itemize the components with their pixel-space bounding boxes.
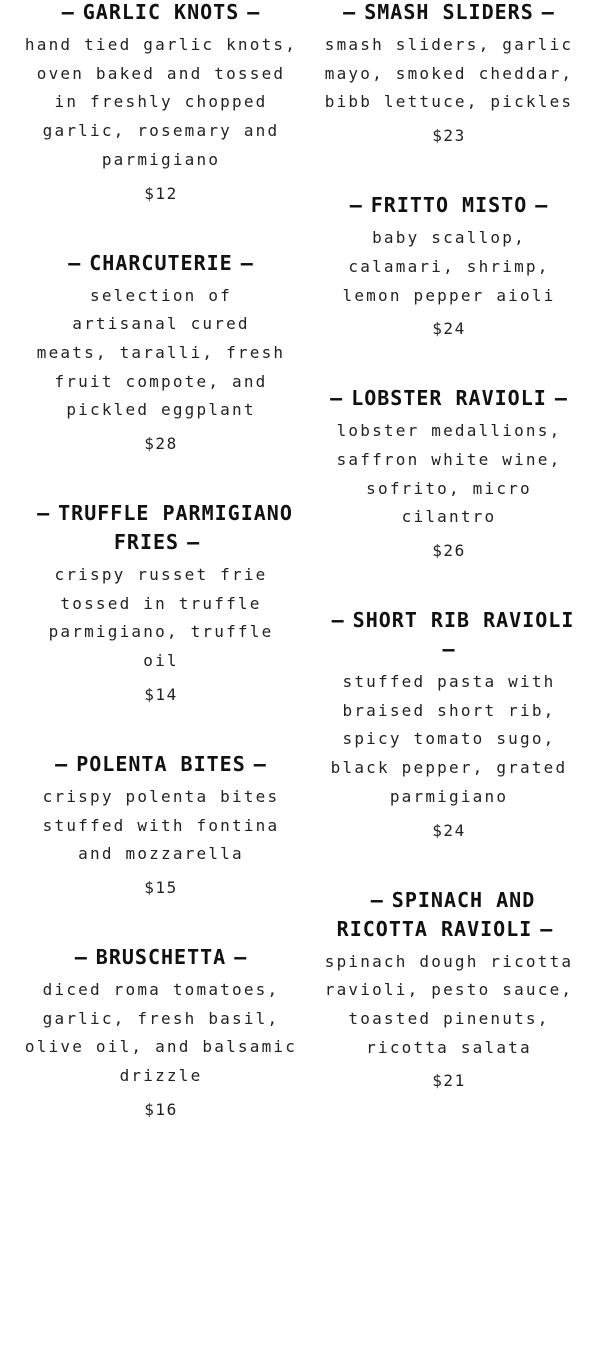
dash-left: —	[61, 0, 75, 24]
item-price: $24	[432, 319, 466, 339]
item-title	[17, 943, 305, 972]
item-price: $26	[432, 541, 466, 561]
dash-left: —	[370, 887, 384, 912]
menu-item-bruschetta	[17, 943, 305, 1121]
dash-right: —	[541, 0, 555, 24]
item-title-text: FRITTO MISTO	[370, 193, 528, 218]
item-description: selection of artisanal cured meats, taralli, fresh fruit compote, and pickled eggplant	[36, 285, 286, 420]
item-title	[17, 750, 305, 779]
dash-right: —	[535, 193, 549, 218]
item-price: $23	[432, 126, 466, 146]
dash-left: —	[74, 944, 88, 969]
dash-left: —	[331, 608, 345, 633]
dash-right: —	[187, 530, 201, 555]
item-price: $24	[432, 820, 466, 840]
item-title	[305, 606, 593, 664]
dash-left: —	[68, 250, 82, 275]
item-title	[305, 191, 593, 220]
item-description: crispy polenta bites stuffed with fontina and mozzarella	[42, 786, 280, 864]
menu-item-truffle-parmigiano-fries	[17, 499, 305, 706]
item-title-text: TRUFFLE PARMIGIANO FRIES	[58, 501, 293, 555]
menu-item-lobster-ravioli	[305, 384, 593, 562]
menu-column-right	[305, 0, 593, 1121]
dash-left: —	[349, 193, 363, 218]
item-price: $14	[144, 684, 178, 704]
dash-left: —	[55, 751, 69, 776]
menu-item-smash-sliders	[305, 0, 593, 147]
item-title-text: SHORT RIB RAVIOLI	[352, 608, 575, 633]
item-title-text: POLENTA BITES	[76, 751, 246, 776]
item-price: $12	[144, 183, 178, 203]
menu-column-left	[17, 0, 305, 1121]
item-price: $28	[144, 434, 178, 454]
item-title-text: GARLIC KNOTS	[82, 0, 240, 24]
menu-item-spinach-ricotta-ravioli	[305, 886, 593, 1093]
item-price: $21	[432, 1071, 466, 1091]
menu-item-polenta-bites	[17, 750, 305, 899]
item-title	[305, 0, 593, 27]
dash-left: —	[343, 0, 357, 24]
item-description: diced roma tomatoes, garlic, fresh basil, olive oil, and balsamic drizzle	[24, 979, 298, 1086]
item-title-text: SPINACH AND RICOTTA RAVIOLI	[336, 887, 536, 941]
item-title-text: SMASH SLIDERS	[364, 0, 534, 24]
dash-left: —	[330, 386, 344, 411]
item-description: smash sliders, garlic mayo, smoked cheddar, bibb lettuce, pickles	[324, 35, 574, 112]
dash-left: —	[37, 501, 51, 526]
menu-item-short-rib-ravioli	[305, 606, 593, 842]
item-description: crispy russet frie tossed in truffle parmigiano, truffle oil	[48, 565, 274, 671]
menu-item-garlic-knots	[17, 0, 305, 205]
dash-right: —	[247, 0, 261, 24]
dash-right: —	[253, 751, 267, 776]
item-title-text: CHARCUTERIE	[89, 250, 233, 275]
item-price: $15	[144, 877, 178, 897]
menu-item-fritto-misto	[305, 191, 593, 340]
dash-right: —	[554, 386, 568, 411]
item-description: spinach dough ricotta ravioli, pesto sauce, toasted pinenuts, ricotta salata	[324, 951, 574, 1057]
item-title-text: BRUSCHETTA	[95, 944, 227, 969]
item-price: $16	[144, 1099, 178, 1119]
item-title	[305, 384, 593, 413]
item-title	[305, 886, 593, 944]
menu-item-charcuterie	[17, 249, 305, 456]
dash-right: —	[442, 637, 456, 662]
item-description: hand tied garlic knots, oven baked and tossed in freshly chopped garlic, rosemary and parmigiano	[24, 35, 298, 169]
item-title	[17, 499, 305, 557]
item-description: lobster medallions, saffron white wine, sofrito, micro cilantro	[336, 421, 562, 527]
item-description: baby scallop, calamari, shrimp, lemon pepper aioli	[342, 228, 556, 305]
dash-right: —	[234, 944, 248, 969]
item-title-text: LOBSTER RAVIOLI	[351, 386, 547, 411]
item-title	[17, 249, 305, 278]
item-title	[17, 0, 305, 27]
dash-right: —	[540, 916, 554, 941]
item-description: stuffed pasta with braised short rib, spicy tomato sugo, black pepper, grated parmigiano	[330, 672, 568, 806]
dash-right: —	[240, 250, 254, 275]
